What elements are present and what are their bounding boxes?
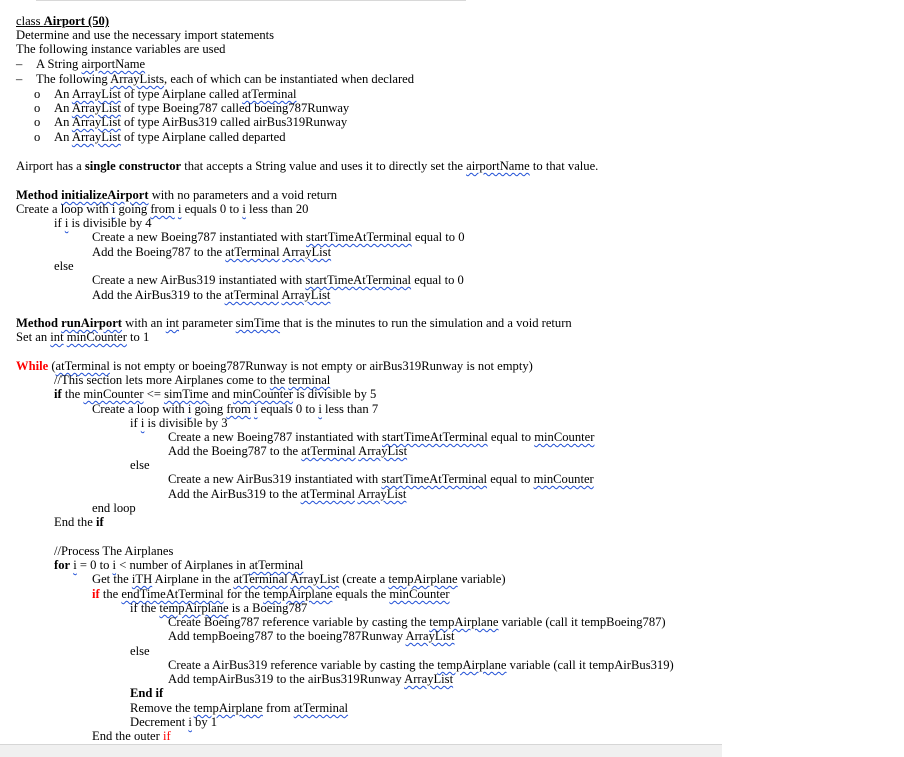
init-else: else: [54, 259, 74, 273]
while-line: While (atTerminal is not empty or boeing787Runway is not empty or airBus319Runway is not empty): [16, 359, 533, 373]
list-item-departed: o An ArrayList of type Airplane called departed: [34, 130, 286, 144]
arraylists-item: – The following ArrayLists, each of which can be instantiated when declared: [16, 72, 415, 86]
add-temp-airbus-line: Add tempAirBus319 to the airBus319Runway ArrayList: [168, 672, 454, 686]
init-if-line: if i is divisible by 4: [54, 216, 152, 230]
end-if-inner: End if: [130, 686, 164, 700]
cast-airbus-line: Create a AirBus319 reference variable by casting the tempAirplane variable (call it tempAirBus319): [168, 658, 674, 672]
init-create-boeing: Create a new Boeing787 instantiated with startTimeAtTerminal equal to 0: [92, 230, 465, 244]
for-line: for i = 0 to i < number of Airplanes in atTerminal: [54, 558, 304, 572]
horizontal-scrollbar[interactable]: [0, 744, 722, 757]
remove-line: Remove the tempAirplane from atTerminal: [130, 701, 349, 715]
if-keyword-red: if: [163, 729, 171, 743]
comment-airplanes-come: //This section lets more Airplanes come to the terminal: [54, 373, 331, 387]
cast-boeing-line: Create Boeing787 reference variable by casting the tempAirplane variable (call it tempBoeing787): [168, 615, 666, 629]
run-else-1: else: [130, 458, 150, 472]
get-airplane-line: Get the iTH Airplane in the atTerminal ArrayList (create a tempAirplane variable): [92, 572, 506, 586]
run-add-airbus: Add the AirBus319 to the atTerminal ArrayList: [168, 487, 407, 501]
init-add-boeing: Add the Boeing787 to the atTerminal ArrayList: [92, 245, 332, 259]
run-loop-line: Create a loop with i going from i equals 0 to i less than 7: [92, 402, 379, 416]
if-boeing-line: if the tempAirplane is a Boeing787: [130, 601, 308, 615]
run-create-airbus: Create a new AirBus319 instantiated with startTimeAtTerminal equal to minCounter: [168, 472, 594, 486]
run-end-loop: end loop: [92, 501, 136, 515]
run-method-heading: Method runAirport with an int parameter simTime that is the minutes to run the simulation and a void return: [16, 316, 572, 330]
circle-bullet: o: [34, 130, 41, 144]
airport-name-term: airportName: [81, 57, 146, 71]
circle-bullet: o: [34, 115, 41, 129]
constructor-paragraph: Airport has a single constructor that accepts a String value and uses it to directly set the airportName to that value.: [16, 159, 599, 173]
init-add-airbus: Add the AirBus319 to the atTerminal ArrayList: [92, 288, 331, 302]
imports-line: Determine and use the necessary import statements: [16, 28, 275, 42]
init-loop-line: Create a loop with i going from i equals 0 to i less than 20: [16, 202, 309, 216]
init-create-airbus: Create a new AirBus319 instantiated with startTimeAtTerminal equal to 0: [92, 273, 464, 287]
run-if-divisible-3: if i is divisible by 3: [130, 416, 228, 430]
end-outer-if: End the outer if: [92, 729, 171, 743]
run-set-mincounter: Set an int minCounter to 1: [16, 330, 150, 344]
while-keyword: While: [16, 359, 49, 373]
circle-bullet: o: [34, 87, 41, 101]
decrement-line: Decrement i by 1: [130, 715, 218, 729]
string-var-item: – A String airportName: [16, 57, 146, 71]
class-heading: [16, 14, 109, 28]
run-add-boeing: Add the Boeing787 to the atTerminal ArrayList: [168, 444, 408, 458]
dash-bullet: –: [16, 72, 23, 86]
class-keyword: class: [16, 14, 44, 28]
vars-intro-line: The following instance variables are used: [16, 42, 226, 56]
dash-bullet: –: [16, 57, 23, 71]
init-method-heading: Method initializeAirport with no parameters and a void return: [16, 188, 338, 202]
if-endtime-line: if the endTimeAtTerminal for the tempAirplane equals the minCounter: [92, 587, 450, 601]
list-item-boeing-runway: o An ArrayList of type Boeing787 called boeing787Runway: [34, 101, 350, 115]
list-item-atterminal: o An ArrayList of type Airplane called atTerminal: [34, 87, 297, 101]
comment-process-airplanes: //Process The Airplanes: [54, 544, 174, 558]
if-mincounter-line: if the minCounter <= simTime and minCounter is divisible by 5: [54, 387, 377, 401]
run-else-2: else: [130, 644, 150, 658]
run-create-boeing: Create a new Boeing787 instantiated with startTimeAtTerminal equal to minCounter: [168, 430, 595, 444]
add-temp-boeing-line: Add tempBoeing787 to the boeing787Runway ArrayList: [168, 629, 455, 643]
class-name: Airport (50): [43, 14, 110, 28]
list-item-airbus-runway: o An ArrayList of type AirBus319 called airBus319Runway: [34, 115, 348, 129]
top-divider: [36, 0, 466, 1]
run-end-if: End the if: [54, 515, 104, 529]
circle-bullet: o: [34, 101, 41, 115]
if-keyword-red: if: [92, 587, 100, 601]
